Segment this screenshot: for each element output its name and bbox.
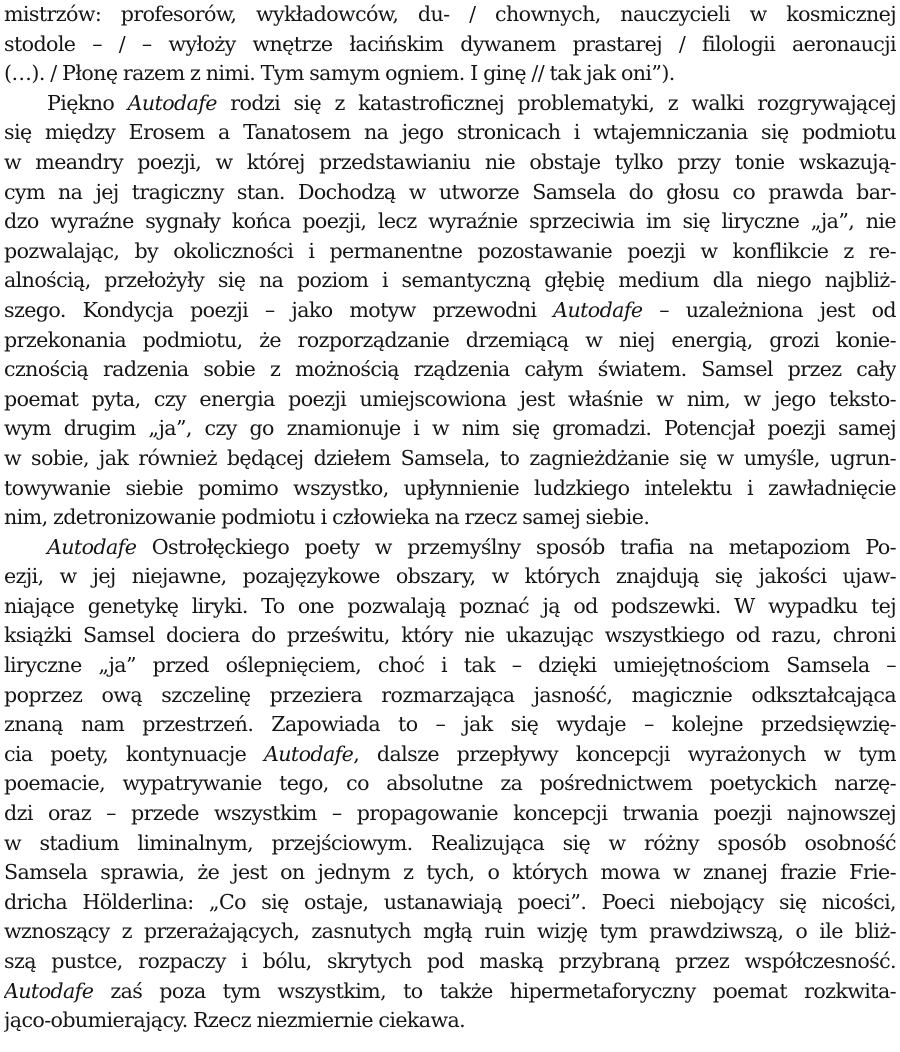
text-segment: Piękno	[47, 90, 128, 115]
text-line	[4, 148, 896, 178]
text-segment: wznoszący z przerażających, zasnutych mgłą ruin wizję tym prawdziwszą, o ile bliż-	[4, 919, 896, 944]
text-segment: przekonania podmiotu, że rozporządzanie drzemiącą w niej energią, grozi konie-	[4, 327, 896, 352]
article-body	[4, 0, 896, 1036]
text-line	[4, 296, 896, 326]
text-line	[4, 888, 896, 918]
text-line	[4, 503, 896, 533]
text-segment: się między Erosem a Tanatosem na jego stronicach i wtajemniczania się podmiotu	[4, 120, 896, 145]
text-segment: (…). / Płonę razem z nimi. Tym samym ogniem. I ginę // tak jak oni”).	[4, 61, 675, 86]
text-line	[4, 917, 896, 947]
text-line	[4, 326, 896, 356]
book-title-italic: Autodafe	[263, 741, 354, 766]
text-segment: Ostrołęckiego poety w przemyślny sposób trafia na metapoziom Po-	[136, 534, 896, 559]
text-segment: stodole – / – wyłoży wnętrze łacińskim dywanem prastarej / filologii aeronaucji	[4, 31, 896, 56]
text-segment: szą pustce, rozpaczy i bólu, skrytych pod maską przybraną przez współczesność.	[4, 949, 896, 973]
text-segment: Samsela sprawia, że jest on jednym z tych, o których mowa w znanej frazie Frie-	[4, 860, 896, 885]
text-segment: niające genetykę liryki. To one pozwalają poznać ją od podszewki. W wypadku tej	[4, 593, 896, 618]
book-title-italic: Autodafe	[127, 90, 217, 115]
text-line	[4, 414, 896, 444]
text-line	[4, 59, 896, 89]
text-line	[4, 651, 896, 681]
text-line	[4, 444, 896, 474]
text-segment: – uzależniona jest od	[642, 297, 896, 322]
text-segment: poemacie, wypatrywanie tego, co absolutne za pośrednictwem poetyckich narzę-	[4, 771, 896, 796]
text-segment: wym drugim „ja”, czy go znamionuje i w nim się gromadzi. Potencjał poezji samej	[4, 416, 896, 441]
text-line	[4, 178, 896, 208]
text-line	[4, 207, 896, 237]
text-segment: liryczne „ja” przed oślepnięciem, choć i tak – dzięki umiejętnościom Samsela –	[4, 653, 896, 678]
text-line	[4, 799, 896, 829]
text-segment: cia poety, kontynuacje	[4, 741, 264, 766]
text-segment: szego. Kondycja poezji – jako motyw przewodni	[4, 297, 554, 322]
book-title-italic: Autodafe	[553, 297, 643, 322]
text-line	[4, 533, 896, 563]
text-segment: cym na jej tragiczny stan. Dochodzą w utworze Samsela do głosu co prawda bar-	[4, 179, 896, 204]
text-line	[4, 947, 896, 977]
text-segment: cznością radzenia sobie z możnością rządzenia całym światem. Samsel przez cały	[4, 357, 896, 382]
text-segment: poemat pyta, czy energia poezji umiejscowiona jest właśnie w nim, w jego teksto-	[4, 386, 896, 411]
text-line	[4, 237, 896, 267]
text-segment: alnością, przełożyły się na poziom i semantyczną głębię medium dla niego najbliż-	[4, 268, 896, 293]
text-line	[4, 681, 896, 711]
text-line	[4, 355, 896, 385]
text-segment: mistrzów: profesorów, wykładowców, du- / chownych, nauczycieli w kosmicznej	[4, 2, 896, 26]
text-segment: nim, zdetronizowanie podmiotu i człowieka na rzecz samej siebie.	[4, 505, 650, 530]
text-line	[4, 30, 896, 60]
text-line	[4, 977, 896, 1007]
text-segment: w stadium liminalnym, przejściowym. Realizująca się w różny sposób osobność	[4, 830, 896, 855]
text-line	[4, 740, 896, 770]
text-segment: , dalsze przepływy koncepcji wyrażonych w tym	[353, 741, 896, 766]
text-line	[4, 474, 896, 504]
text-segment: poprzez ową szczelinę przeziera rozmarzająca jasność, magicznie odkształcająca	[4, 682, 896, 707]
text-segment: w meandry poezji, w której przedstawianiu nie obstaje tylko przy tonie wskazują-	[4, 149, 896, 174]
text-segment: dricha Hölderlina: „Co się ostaje, ustanawiają poeci”. Poeci niebojący się nicości,	[4, 889, 896, 914]
text-line	[4, 562, 896, 592]
text-segment: zaś poza tym wszystkim, to także hipermetaforyczny poemat rozkwita-	[93, 978, 896, 1003]
text-segment: książki Samsel dociera do prześwitu, który nie ukazując wszystkiego od razu, chroni	[4, 623, 896, 648]
text-segment: znaną nam przestrzeń. Zapowiada to – jak się wydaje – kolejne przedsięwzię-	[4, 712, 896, 737]
text-line	[4, 266, 896, 296]
text-line	[4, 385, 896, 415]
text-segment: w sobie, jak również będącej dziełem Samsela, to zagnieżdżanie się w umyśle, ugrun-	[4, 445, 896, 470]
text-segment: rodzi się z katastroficznej problematyki, z walki rozgrywającej	[216, 90, 896, 115]
text-line	[4, 829, 896, 859]
text-line	[4, 592, 896, 622]
text-line	[4, 710, 896, 740]
book-title-italic: Autodafe	[4, 978, 94, 1003]
text-line	[4, 118, 896, 148]
text-segment: towywanie siebie pomimo wszystko, upłynnienie ludzkiego intelektu i zawładnięcie	[4, 475, 896, 500]
book-title-italic: Autodafe	[47, 534, 137, 559]
text-segment: pozwalając, by okoliczności i permanentne pozostawanie poezji w konflikcie z re-	[4, 238, 896, 263]
text-line	[4, 769, 896, 799]
text-line	[4, 858, 896, 888]
text-segment: dzi oraz – przede wszystkim – propagowanie koncepcji trwania poezji najnowszej	[4, 801, 896, 826]
text-segment: jąco-obumierający. Rzecz niezmiernie ciekawa.	[4, 1008, 466, 1033]
text-line	[4, 89, 896, 119]
text-line	[4, 1006, 896, 1036]
text-line	[4, 0, 896, 30]
text-segment: ezji, w jej niejawne, pozajęzykowe obszary, w których znajdują się jakości ujaw-	[4, 564, 896, 589]
text-line	[4, 621, 896, 651]
text-segment: dzo wyraźne sygnały końca poezji, lecz wyraźnie sprzeciwia im się liryczne „ja”, nie	[4, 209, 896, 234]
